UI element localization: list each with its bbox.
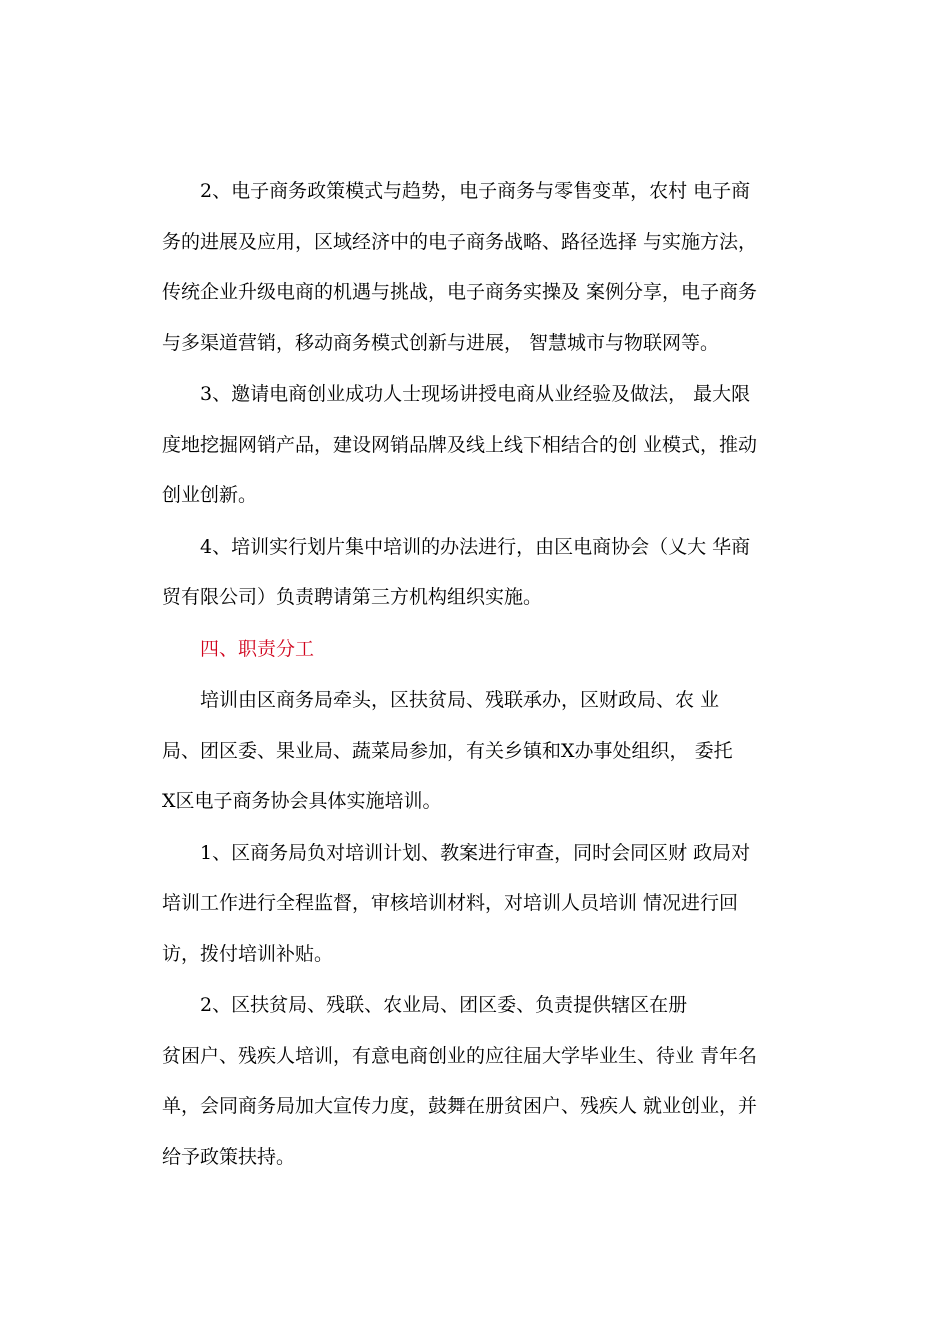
document-page — [162, 166, 798, 1183]
text-line: 与多渠道营销，移动商务模式创新与进展， 智慧城市与物联网等。 — [162, 331, 720, 354]
paragraph-1-commerce-bureau — [162, 828, 798, 980]
text-line: 培训工作进行全程监督，审核培训材料，对培训人员培训 情况进行回 — [162, 892, 739, 914]
text-line: 度地挖掘网销产品，建设网销品牌及线上线下相结合的创 业模式，推动 — [162, 433, 758, 456]
section-heading-text: 四、职责分工 — [200, 637, 315, 660]
text-line: 传统企业升级电商的机遇与挑战，电子商务实操及 案例分享，电子商务 — [162, 281, 758, 303]
text-line: 创业创新。 — [162, 484, 258, 506]
text-line: 务的进展及应用，区域经济中的电子商务战略、路径选择 与实施方法， — [162, 230, 758, 253]
paragraph-2-topics — [162, 166, 798, 368]
text-line: 2、电子商务政策模式与趋势，电子商务与零售变革，农村 电子商 — [200, 180, 751, 202]
text-line: 1、区商务局负对培训计划、教案进行审查，同时会同区财 政局对 — [200, 841, 751, 864]
text-line: 贫困户、残疾人培训，有意电商创业的应往届大学毕业生、待业 青年名 — [162, 1044, 758, 1067]
text-line: 局、团区委、果业局、蔬菜局参加，有关乡镇和X办事处组织， 委托 — [162, 739, 733, 762]
text-line: 3、邀请电商创业成功人士现场讲授电商从业经验及做法， 最大限 — [200, 383, 751, 405]
text-line: X区电子商务协会具体实施培训。 — [162, 790, 442, 812]
text-line: 给予政策扶持。 — [162, 1145, 296, 1168]
text-line: 4、培训实行划片集中培训的办法进行，由区电商协会（乂大 华商 — [200, 535, 751, 558]
text-line: 单，会同商务局加大宣传力度，鼓舞在册贫困户、残疾人 就业创业，并 — [162, 1095, 758, 1117]
text-line: 培训由区商务局牵头，区扶贫局、残联承办，区财政局、农 业 — [200, 689, 720, 711]
paragraph-2-poverty-bureau — [162, 980, 798, 1182]
paragraph-responsibilities-intro — [162, 675, 798, 827]
paragraph-4-training-method — [162, 522, 798, 623]
text-line: 2、区扶贫局、残联、农业局、团区委、负责提供辖区在册 — [200, 994, 688, 1016]
paragraph-3-invite-experts — [162, 369, 798, 521]
text-line: 贸有限公司）负责聘请第三方机构组织实施。 — [162, 586, 543, 608]
text-line: 访，拨付培训补贴。 — [162, 942, 334, 965]
section-heading — [162, 624, 798, 675]
